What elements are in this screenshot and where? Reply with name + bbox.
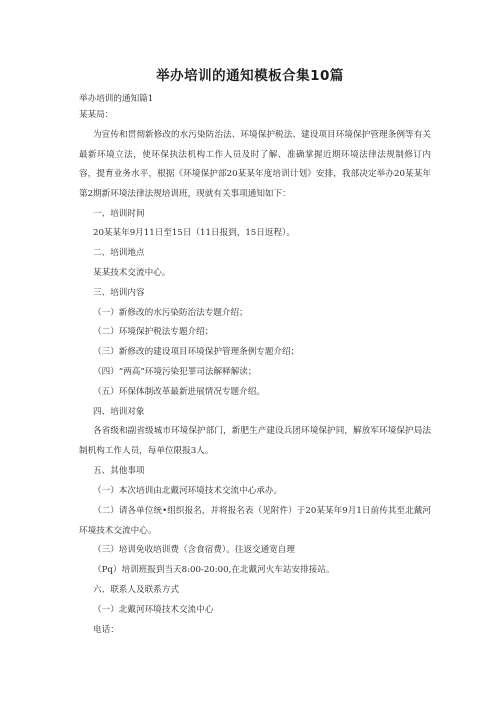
section-1-text: 20某某年9月11日至15日（11日报到，15日返程）。	[93, 228, 295, 238]
section-3-item: （一）新修改的水污染防治法专题介绍；	[93, 308, 248, 318]
section-3-heading: 三、培训内容	[93, 288, 145, 298]
section-6-item: （一）北戴河环境技术交流中心	[93, 605, 214, 615]
section-5-heading: 五、其他事项	[93, 466, 145, 476]
section-3-item: （三）新修改的建设项目环境保护管理条例专题介绍；	[93, 347, 300, 357]
section-4-text: 各省级和副省级城市环境保护部门，新肥生产建设兵团环境保护同，解放军环境保护局法制机构工作人员，每单位限报3人。	[79, 426, 431, 456]
section-5-item: （二）请各单位统•组织报名，并将报名表（见附件）于20某某年9月1日前传其至北戴河环境技术交流中心。	[79, 506, 431, 536]
section-5-item: （三）培训免收培训费（含食宿费）。往返交通宽自理	[93, 545, 295, 555]
section-6-heading: 六、联系人及联系方式	[93, 585, 179, 595]
section-3-item: （二）环境保护税法专题介绍；	[93, 327, 214, 337]
document-title: 举办培训的通知模板合集10篇	[156, 68, 344, 84]
section-5-item: （Pq）培训班报到当天8:00-20:00,在北戴河火车站安排接站。	[93, 565, 335, 575]
section-3-item: （四）“两高”环境污染犯罪司法解释解读；	[93, 367, 257, 377]
contact-phone: 电话：	[93, 625, 119, 635]
intro-paragraph: 为宣传和贯彻新修改的水污染防治法、环境保护税法、建设项目环境保护管理条例等有关最新环境立法，使环保执法机构工作人员及时了解、准确掌握近期环境法律法规制修订内容，提育业务水平，根据《环境保护部20某某年度培训计划》安排，我部决定举办20某某年第2期新环境法律法规培训班，现就有关事项通知如下：	[79, 130, 431, 199]
document-subtitle: 举办培训的通知篇1	[79, 94, 154, 104]
section-1-heading: 一、培训时间	[93, 209, 145, 219]
section-4-heading: 四、培训对象	[93, 407, 145, 417]
section-3-item: （五）环保体制改革最新进展情况专题介绍。	[93, 387, 265, 397]
section-2-text: 某某技术交流中心。	[93, 268, 171, 278]
section-2-heading: 二、培训地点	[93, 248, 145, 258]
section-5-item: （一）本次培训由北戴河环境技术交流中心承办。	[93, 486, 283, 496]
salutation: 某某局：	[79, 110, 114, 120]
